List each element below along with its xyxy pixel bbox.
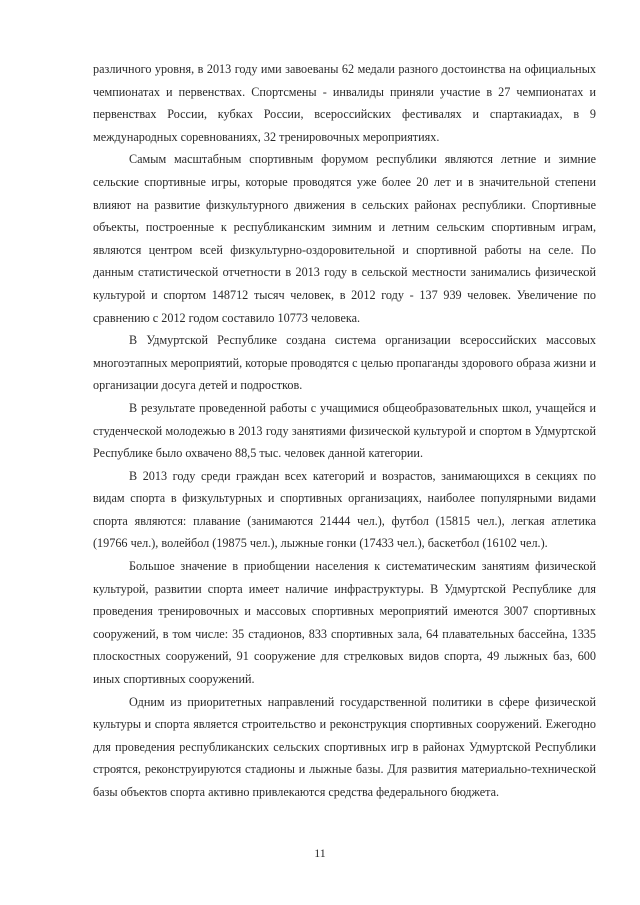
paragraph-1: различного уровня, в 2013 году ими завоеваны 62 медали разного достоинства на официальных чемпионатах и первенствах. Спортсмены - инвалиды приняли участие в 27 чемпионатах и первенствах России, кубках России, всероссийских фестивалях и спартакиадах, в 9 международных соревнованиях, 32 тренировочных мероприятиях. (93, 62, 596, 144)
paragraph-6: Большое значение в приобщении населения к систематическим занятиям физической культурой, развитии спорта имеет наличие инфраструктуры. В Удмуртской Республике для проведения тренировочных и массовых спортивных мероприятий имеются 3007 спортивных сооружений, в том числе: 35 стадионов, 833 спортивных зала, 64 плавательных бассейна, 1335 плоскостных сооружений, 91 сооружение для стрелковых видов спорта, 49 лыжных баз, 600 иных спортивных сооружений. (93, 559, 596, 687)
body-text (93, 58, 596, 804)
paragraph-2: Самым масштабным спортивным форумом республики являются летние и зимние сельские спортивные игры, которые проводятся уже более 20 лет и в значительной степени влияют на развитие физкультурного движения в сельских районах республики. Спортивные объекты, построенные к республиканским зимним и летним сельским спортивным играм, являются центром всей физкультурно-оздоровительной и спортивной работы на селе. По данным статистической отчетности в 2013 году в сельской местности занимались физической культурой и спортом 148712 тысяч человек, в 2012 году - 137 939 человек. Увеличение по сравнению с 2012 годом составило 10773 человека. (93, 152, 596, 325)
page-number: 11 (314, 846, 326, 860)
paragraph-4: В результате проведенной работы с учащимися общеобразовательных школ, учащейся и студенческой молодежью в 2013 году занятиями физической культурой и спортом в Удмуртской Республике было охвачено 88,5 тыс. человек данной категории. (93, 400, 596, 461)
paragraph-7: Одним из приоритетных направлений государственной политики в сфере физической культуры и спорта является строительство и реконструкция спортивных сооружений. Ежегодно для проведения республиканских сельских спортивных игр в районах Удмуртской Республики строятся, реконструируются стадионы и лыжные базы. Для развития материально-технической базы объектов спорта активно привлекаются средства федерального бюджета. (93, 694, 596, 799)
paragraph-3: В Удмуртской Республике создана система организации всероссийских массовых многоэтапных мероприятий, которые проводятся с целью пропаганды здорового образа жизни и организации досуга детей и подростков. (93, 333, 596, 393)
paragraph-5: В 2013 году среди граждан всех категорий и возрастов, занимающихся в секциях по видам спорта в физкультурных и спортивных организациях, наиболее популярными видами спорта являются: плавание (занимаются 21444 чел.), футбол (15815 чел.), легкая атлетика (19766 чел.), волейбол (19875 чел.), лыжные гонки (17433 чел.), баскетбол (16102 чел.). (93, 468, 596, 551)
